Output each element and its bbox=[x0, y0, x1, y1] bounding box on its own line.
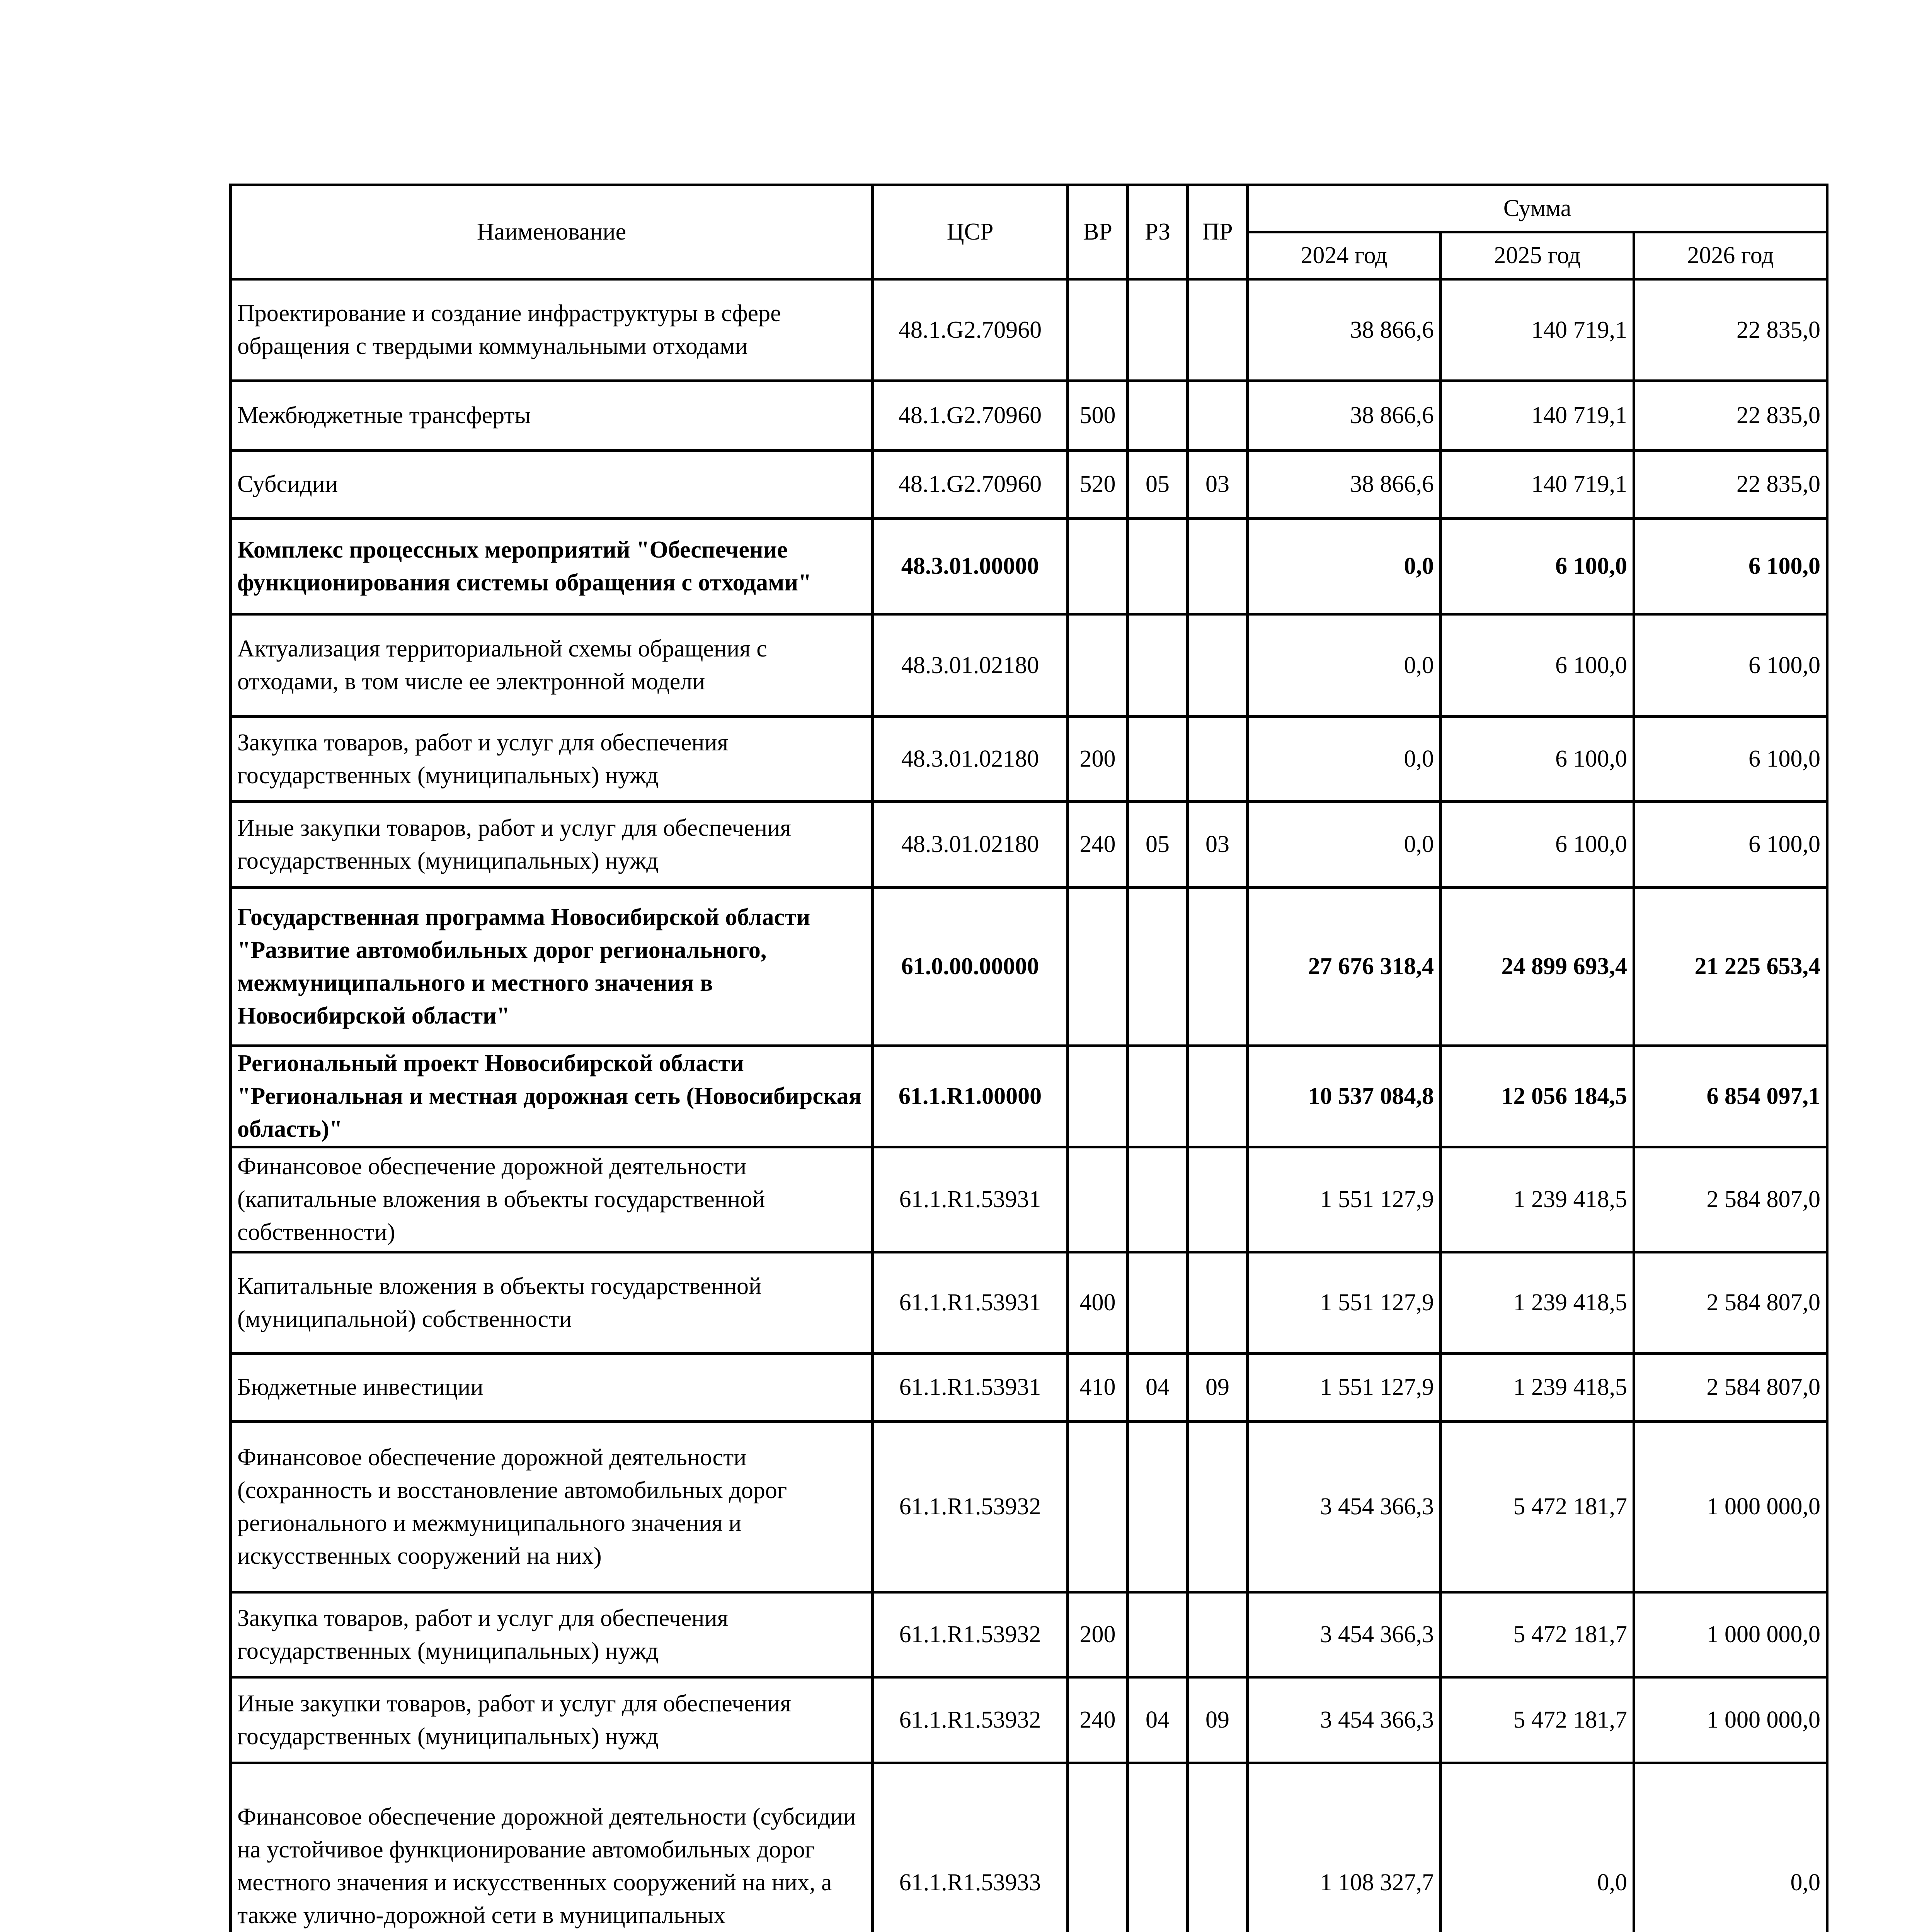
row-name: Межбюджетные трансферты bbox=[231, 381, 873, 451]
row-rz: 04 bbox=[1128, 1677, 1188, 1763]
row-2026: 1 000 000,0 bbox=[1634, 1422, 1827, 1592]
row-rz bbox=[1128, 614, 1188, 717]
row-vr bbox=[1068, 888, 1128, 1046]
row-vr: 200 bbox=[1068, 1592, 1128, 1677]
header-name: Наименование bbox=[231, 185, 873, 279]
row-csr: 61.1.R1.53931 bbox=[873, 1147, 1068, 1252]
row-2026: 21 225 653,4 bbox=[1634, 888, 1827, 1046]
row-2025: 0,0 bbox=[1441, 1763, 1634, 1932]
row-vr: 240 bbox=[1068, 1677, 1128, 1763]
header-year-2024: 2024 год bbox=[1248, 232, 1441, 279]
row-2025: 1 239 418,5 bbox=[1441, 1147, 1634, 1252]
row-2024: 3 454 366,3 bbox=[1248, 1422, 1441, 1592]
row-pr bbox=[1188, 1147, 1248, 1252]
row-csr: 61.1.R1.53933 bbox=[873, 1763, 1068, 1932]
row-rz bbox=[1128, 1252, 1188, 1354]
table-row bbox=[231, 1354, 1827, 1422]
row-csr: 61.1.R1.53931 bbox=[873, 1354, 1068, 1422]
table-row bbox=[231, 1592, 1827, 1677]
row-vr bbox=[1068, 1046, 1128, 1147]
row-2026: 22 835,0 bbox=[1634, 381, 1827, 451]
row-2025: 5 472 181,7 bbox=[1441, 1592, 1634, 1677]
row-2025: 5 472 181,7 bbox=[1441, 1677, 1634, 1763]
row-rz: 05 bbox=[1128, 802, 1188, 888]
row-2024: 10 537 084,8 bbox=[1248, 1046, 1441, 1147]
row-pr: 09 bbox=[1188, 1354, 1248, 1422]
row-csr: 61.1.R1.53932 bbox=[873, 1677, 1068, 1763]
row-vr: 400 bbox=[1068, 1252, 1128, 1354]
row-pr bbox=[1188, 1046, 1248, 1147]
row-pr: 09 bbox=[1188, 1677, 1248, 1763]
row-pr bbox=[1188, 888, 1248, 1046]
header-rz: РЗ bbox=[1128, 185, 1188, 279]
row-vr: 410 bbox=[1068, 1354, 1128, 1422]
row-pr bbox=[1188, 381, 1248, 451]
row-csr: 48.3.01.02180 bbox=[873, 614, 1068, 717]
header-year-2025: 2025 год bbox=[1441, 232, 1634, 279]
row-rz: 05 bbox=[1128, 451, 1188, 519]
row-rz bbox=[1128, 1422, 1188, 1592]
header-sum: Сумма bbox=[1248, 185, 1827, 232]
row-name: Региональный проект Новосибирской области "Региональная и местная дорожная сеть (Новосибирская область)" bbox=[231, 1046, 873, 1147]
row-2026: 0,0 bbox=[1634, 1763, 1827, 1932]
row-2024: 38 866,6 bbox=[1248, 381, 1441, 451]
row-2024: 3 454 366,3 bbox=[1248, 1592, 1441, 1677]
row-pr bbox=[1188, 519, 1248, 614]
table-row bbox=[231, 1677, 1827, 1763]
row-2025: 24 899 693,4 bbox=[1441, 888, 1634, 1046]
row-pr bbox=[1188, 1252, 1248, 1354]
row-name: Капитальные вложения в объекты государственной (муниципальной) собственности bbox=[231, 1252, 873, 1354]
row-2025: 12 056 184,5 bbox=[1441, 1046, 1634, 1147]
budget-table bbox=[229, 184, 1828, 1932]
table-row bbox=[231, 1763, 1827, 1932]
row-2026: 2 584 807,0 bbox=[1634, 1354, 1827, 1422]
row-vr bbox=[1068, 614, 1128, 717]
row-2026: 22 835,0 bbox=[1634, 279, 1827, 381]
row-rz bbox=[1128, 1592, 1188, 1677]
row-rz bbox=[1128, 1763, 1188, 1932]
row-csr: 61.0.00.00000 bbox=[873, 888, 1068, 1046]
table-row bbox=[231, 279, 1827, 381]
table-row bbox=[231, 451, 1827, 519]
row-2025: 140 719,1 bbox=[1441, 381, 1634, 451]
row-pr: 03 bbox=[1188, 451, 1248, 519]
row-name: Актуализация территориальной схемы обращения с отходами, в том числе ее электронной модели bbox=[231, 614, 873, 717]
row-vr: 520 bbox=[1068, 451, 1128, 519]
row-vr bbox=[1068, 279, 1128, 381]
row-rz bbox=[1128, 1046, 1188, 1147]
row-name: Закупка товаров, работ и услуг для обеспечения государственных (муниципальных) нужд bbox=[231, 717, 873, 802]
row-name: Финансовое обеспечение дорожной деятельности (субсидии на устойчивое функционирование автомобильных дорог местного значения и искусственных сооружений на них, а также улично-дорожной сети в муниципальных bbox=[231, 1763, 873, 1932]
table-row bbox=[231, 1252, 1827, 1354]
row-vr bbox=[1068, 1763, 1128, 1932]
row-csr: 61.1.R1.53932 bbox=[873, 1592, 1068, 1677]
row-csr: 48.3.01.00000 bbox=[873, 519, 1068, 614]
row-pr bbox=[1188, 279, 1248, 381]
row-csr: 61.1.R1.53931 bbox=[873, 1252, 1068, 1354]
row-name: Закупка товаров, работ и услуг для обеспечения государственных (муниципальных) нужд bbox=[231, 1592, 873, 1677]
header-csr: ЦСР bbox=[873, 185, 1068, 279]
row-csr: 48.3.01.02180 bbox=[873, 717, 1068, 802]
row-2025: 6 100,0 bbox=[1441, 717, 1634, 802]
table-row bbox=[231, 519, 1827, 614]
row-pr bbox=[1188, 717, 1248, 802]
row-rz: 04 bbox=[1128, 1354, 1188, 1422]
header-vr: ВР bbox=[1068, 185, 1128, 279]
row-name: Иные закупки товаров, работ и услуг для обеспечения государственных (муниципальных) нужд bbox=[231, 802, 873, 888]
row-name: Государственная программа Новосибирской области "Развитие автомобильных дорог регионального, межмуниципального и местного значения в Новосибирской области" bbox=[231, 888, 873, 1046]
row-2025: 5 472 181,7 bbox=[1441, 1422, 1634, 1592]
row-name: Иные закупки товаров, работ и услуг для обеспечения государственных (муниципальных) нужд bbox=[231, 1677, 873, 1763]
row-pr: 03 bbox=[1188, 802, 1248, 888]
row-pr bbox=[1188, 1592, 1248, 1677]
row-2026: 6 100,0 bbox=[1634, 717, 1827, 802]
table-row bbox=[231, 614, 1827, 717]
row-2026: 6 854 097,1 bbox=[1634, 1046, 1827, 1147]
row-pr bbox=[1188, 1763, 1248, 1932]
row-csr: 61.1.R1.00000 bbox=[873, 1046, 1068, 1147]
table-row bbox=[231, 717, 1827, 802]
table-row bbox=[231, 802, 1827, 888]
row-name: Комплекс процессных мероприятий "Обеспечение функционирования системы обращения с отходами" bbox=[231, 519, 873, 614]
row-csr: 48.1.G2.70960 bbox=[873, 451, 1068, 519]
row-2026: 22 835,0 bbox=[1634, 451, 1827, 519]
row-2024: 38 866,6 bbox=[1248, 279, 1441, 381]
row-rz bbox=[1128, 519, 1188, 614]
row-2024: 38 866,6 bbox=[1248, 451, 1441, 519]
row-2024: 0,0 bbox=[1248, 717, 1441, 802]
row-csr: 48.1.G2.70960 bbox=[873, 279, 1068, 381]
row-rz bbox=[1128, 381, 1188, 451]
row-rz bbox=[1128, 888, 1188, 1046]
header-year-2026: 2026 год bbox=[1634, 232, 1827, 279]
row-vr: 240 bbox=[1068, 802, 1128, 888]
row-2024: 1 551 127,9 bbox=[1248, 1252, 1441, 1354]
row-name: Проектирование и создание инфраструктуры в сфере обращения с твердыми коммунальными отходами bbox=[231, 279, 873, 381]
row-2026: 6 100,0 bbox=[1634, 802, 1827, 888]
row-name: Субсидии bbox=[231, 451, 873, 519]
row-name: Финансовое обеспечение дорожной деятельности (сохранность и восстановление автомобильных дорог регионального и межмуниципального значения и искусственных сооружений на них) bbox=[231, 1422, 873, 1592]
row-2025: 1 239 418,5 bbox=[1441, 1354, 1634, 1422]
row-rz bbox=[1128, 717, 1188, 802]
row-2026: 6 100,0 bbox=[1634, 519, 1827, 614]
row-2026: 1 000 000,0 bbox=[1634, 1592, 1827, 1677]
row-2024: 0,0 bbox=[1248, 614, 1441, 717]
row-2024: 1 551 127,9 bbox=[1248, 1354, 1441, 1422]
row-name: Финансовое обеспечение дорожной деятельности (капитальные вложения в объекты государственной собственности) bbox=[231, 1147, 873, 1252]
table-row bbox=[231, 1046, 1827, 1147]
row-2026: 6 100,0 bbox=[1634, 614, 1827, 717]
row-rz bbox=[1128, 1147, 1188, 1252]
row-2025: 140 719,1 bbox=[1441, 451, 1634, 519]
row-csr: 61.1.R1.53932 bbox=[873, 1422, 1068, 1592]
row-vr: 500 bbox=[1068, 381, 1128, 451]
row-name: Бюджетные инвестиции bbox=[231, 1354, 873, 1422]
row-pr bbox=[1188, 614, 1248, 717]
header-pr: ПР bbox=[1188, 185, 1248, 279]
row-vr: 200 bbox=[1068, 717, 1128, 802]
table-row bbox=[231, 888, 1827, 1046]
row-2026: 2 584 807,0 bbox=[1634, 1252, 1827, 1354]
row-2024: 3 454 366,3 bbox=[1248, 1677, 1441, 1763]
row-2026: 1 000 000,0 bbox=[1634, 1677, 1827, 1763]
row-2025: 6 100,0 bbox=[1441, 519, 1634, 614]
row-vr bbox=[1068, 519, 1128, 614]
row-2024: 1 551 127,9 bbox=[1248, 1147, 1441, 1252]
row-2024: 0,0 bbox=[1248, 802, 1441, 888]
row-csr: 48.3.01.02180 bbox=[873, 802, 1068, 888]
row-vr bbox=[1068, 1147, 1128, 1252]
row-2025: 1 239 418,5 bbox=[1441, 1252, 1634, 1354]
row-2025: 6 100,0 bbox=[1441, 614, 1634, 717]
table-row bbox=[231, 1422, 1827, 1592]
row-2024: 27 676 318,4 bbox=[1248, 888, 1441, 1046]
row-csr: 48.1.G2.70960 bbox=[873, 381, 1068, 451]
row-2026: 2 584 807,0 bbox=[1634, 1147, 1827, 1252]
row-2024: 1 108 327,7 bbox=[1248, 1763, 1441, 1932]
table-row bbox=[231, 381, 1827, 451]
row-rz bbox=[1128, 279, 1188, 381]
table-row bbox=[231, 1147, 1827, 1252]
row-vr bbox=[1068, 1422, 1128, 1592]
row-pr bbox=[1188, 1422, 1248, 1592]
row-2024: 0,0 bbox=[1248, 519, 1441, 614]
row-2025: 140 719,1 bbox=[1441, 279, 1634, 381]
row-2025: 6 100,0 bbox=[1441, 802, 1634, 888]
